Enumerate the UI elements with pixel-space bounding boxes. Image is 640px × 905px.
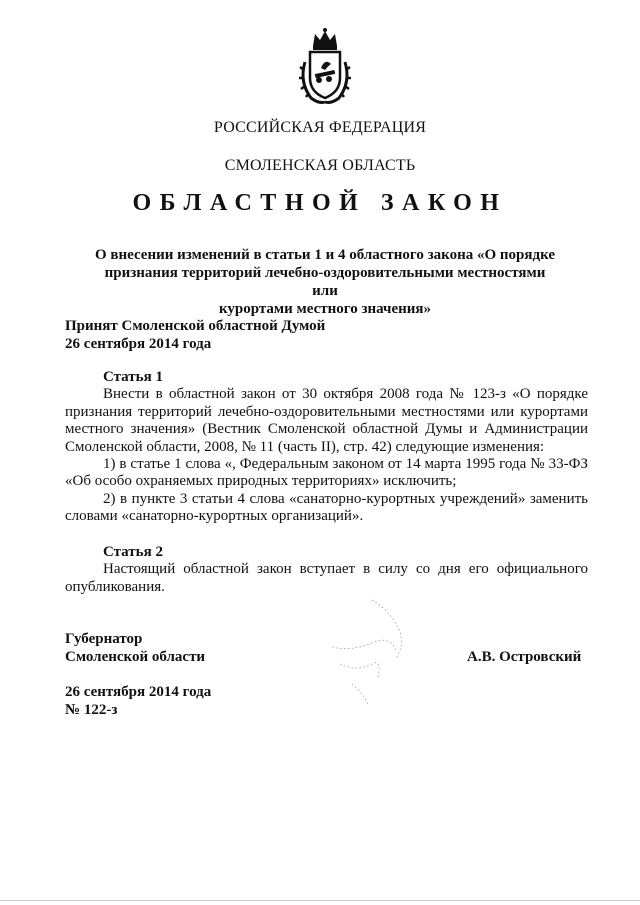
article-paragraph: Внести в областной закон от 30 октября 2008 года № 123-з «О порядке признания территорий лечебно-оздоровительными местностями или курортами местного значения» (Вестник Смоленской областной Думы и Администрации Смоленской области, 2008, № 11 (часть II), стр. 42) следующие изменения:: [65, 386, 588, 455]
adoption-note: [65, 317, 325, 353]
law-title-line: признания территорий лечебно-оздоровительными местностями или: [104, 265, 546, 299]
document-type-title: ОБЛАСТНОЙ ЗАКОН: [132, 190, 508, 216]
law-number: № 122-з: [65, 702, 118, 718]
law-title: [90, 246, 560, 318]
governor-title: [65, 630, 205, 666]
coat-of-arms-icon: [293, 26, 357, 106]
signer-name: А.В. Островский: [467, 649, 582, 665]
article-heading: Статья 1: [103, 369, 163, 385]
region-name: СМОЛЕНСКАЯ ОБЛАСТЬ: [224, 157, 416, 174]
article-2: [65, 544, 588, 596]
article-list-item: 1) в статье 1 слова «, Федеральным законом от 14 марта 1995 года № 33-ФЗ «Об особо охраняемых природных территориях» исключить;: [65, 456, 588, 490]
signing-date: 26 сентября 2014 года: [65, 684, 212, 700]
governor-title-line: Губернатор: [65, 631, 143, 647]
handwritten-signature: [312, 592, 422, 712]
adoption-body: Принят Смоленской областной Думой: [65, 318, 326, 334]
article-paragraph: Настоящий областной закон вступает в силу со дня его официального опубликования.: [65, 561, 588, 595]
article-list-item: 2) в пункте 3 статьи 4 слова «санаторно-курортных учреждений» заменить словами «санаторно-курортных организаций».: [65, 490, 588, 525]
country-name: РОССИЙСКАЯ ФЕДЕРАЦИЯ: [213, 119, 427, 136]
article-heading: Статья 2: [103, 544, 163, 560]
signing-info: [65, 683, 211, 719]
page-bottom-edge: [0, 900, 640, 901]
governor-title-line: Смоленской области: [65, 649, 206, 665]
law-title-line: курортами местного значения»: [218, 301, 432, 317]
adoption-date: 26 сентября 2014 года: [65, 336, 212, 352]
law-title-line: О внесении изменений в статьи 1 и 4 областного закона «О порядке: [94, 247, 556, 263]
article-1: [65, 369, 588, 526]
